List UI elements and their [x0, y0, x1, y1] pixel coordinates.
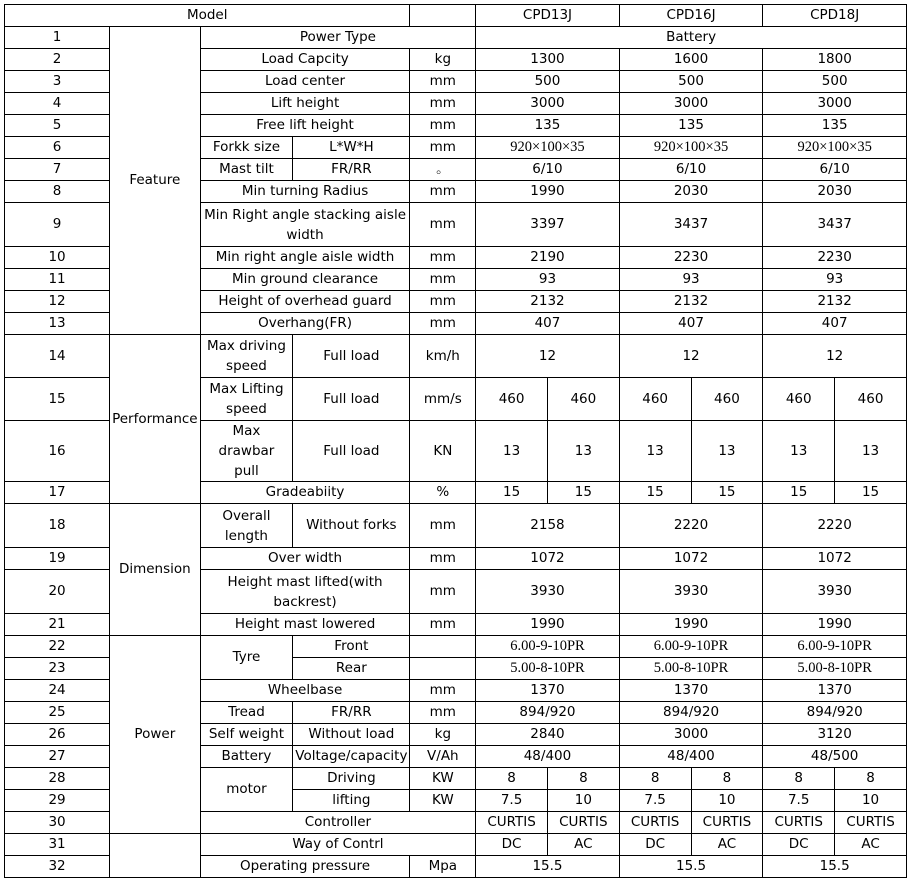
row-item: Gradeabiity — [200, 482, 410, 504]
row-unit: mm — [410, 247, 476, 269]
row-value: 1990 — [476, 181, 620, 203]
group-power: Power — [110, 636, 201, 834]
row-value: 48/400 — [619, 746, 763, 768]
row-number: 16 — [5, 421, 110, 482]
row-number: 18 — [5, 504, 110, 548]
row-value: 15.5 — [619, 856, 763, 878]
row-value: 1370 — [476, 680, 620, 702]
row-value: 1370 — [619, 680, 763, 702]
header-model-cpd16j: CPD16J — [619, 5, 763, 27]
row-number: 25 — [5, 702, 110, 724]
row-value: 12 — [476, 335, 620, 378]
row-unit: kg — [410, 49, 476, 71]
row-value: DC — [763, 834, 835, 856]
row-value: 1990 — [476, 614, 620, 636]
row-value: 2840 — [476, 724, 620, 746]
row-item: Operating pressure — [200, 856, 410, 878]
row-value: 2230 — [619, 247, 763, 269]
row-number: 5 — [5, 115, 110, 137]
row-item: Over width — [200, 548, 410, 570]
row-item: Overhang(FR) — [200, 313, 410, 335]
row-item: Controller — [200, 812, 476, 834]
row-item: Height of overhead guard — [200, 291, 410, 313]
row-value: 12 — [763, 335, 907, 378]
row-item: Min right angle aisle width — [200, 247, 410, 269]
row-value: 6/10 — [763, 159, 907, 181]
row-item: Battery — [200, 746, 293, 768]
row-value: 3000 — [476, 93, 620, 115]
row-value: 3930 — [476, 570, 620, 614]
row-item: Power Type — [200, 27, 476, 49]
row-unit: mm — [410, 291, 476, 313]
row-item: Min turning Radius — [200, 181, 410, 203]
row-unit: 。 — [410, 159, 476, 181]
row-item-line-2: speed — [226, 401, 267, 417]
row-number: 31 — [5, 834, 110, 856]
row-value: 10 — [691, 790, 763, 812]
row-value: 7.5 — [763, 790, 835, 812]
row-unit: KW — [410, 790, 476, 812]
row-value: 7.5 — [476, 790, 548, 812]
row-number: 17 — [5, 482, 110, 504]
row-number: 19 — [5, 548, 110, 570]
row-item: Forkk size — [200, 137, 293, 159]
row-number: 23 — [5, 658, 110, 680]
row-value: 8 — [476, 768, 548, 790]
row-value: 2132 — [763, 291, 907, 313]
row-value: 6/10 — [619, 159, 763, 181]
row-number: 22 — [5, 636, 110, 658]
row-value: 3120 — [763, 724, 907, 746]
row-value: 407 — [619, 313, 763, 335]
row-value: 2132 — [476, 291, 620, 313]
row-value: 3000 — [619, 724, 763, 746]
row-value: Battery — [476, 27, 907, 49]
row-number: 32 — [5, 856, 110, 878]
row-item-line-2: length — [224, 527, 268, 544]
row-unit: mm — [410, 548, 476, 570]
row-sub: L*W*H — [293, 137, 410, 159]
row-value: 460 — [547, 378, 619, 421]
row-value: 3437 — [619, 203, 763, 247]
row-value: 12 — [619, 335, 763, 378]
row-value: 15 — [547, 482, 619, 504]
row-value: CURTIS — [763, 812, 835, 834]
row-value: 3397 — [476, 203, 620, 247]
row-number: 12 — [5, 291, 110, 313]
row-item-line-2: backrest) — [273, 593, 337, 610]
row-sub: Front — [293, 636, 410, 658]
table-row — [5, 335, 907, 378]
row-number: 11 — [5, 269, 110, 291]
row-value: 460 — [835, 378, 907, 421]
row-value: 1300 — [476, 49, 620, 71]
row-value: 2030 — [763, 181, 907, 203]
row-value: 8 — [835, 768, 907, 790]
row-number: 29 — [5, 790, 110, 812]
row-item — [200, 378, 293, 421]
row-number: 27 — [5, 746, 110, 768]
row-value: 13 — [835, 421, 907, 482]
row-unit: % — [410, 482, 476, 504]
row-unit — [410, 636, 476, 658]
row-value: CURTIS — [476, 812, 548, 834]
row-value: 460 — [763, 378, 835, 421]
row-item: Mast tilt — [200, 159, 293, 181]
row-item: Tyre — [200, 636, 293, 680]
row-item — [200, 335, 293, 378]
row-value: 15 — [476, 482, 548, 504]
row-number: 30 — [5, 812, 110, 834]
row-value: 1072 — [476, 548, 620, 570]
row-value: 93 — [763, 269, 907, 291]
row-item-line-2: pull — [234, 463, 259, 479]
table-row — [5, 636, 907, 658]
row-number: 1 — [5, 27, 110, 49]
row-unit — [410, 658, 476, 680]
row-unit: mm — [410, 71, 476, 93]
row-item: Height mast lowered — [200, 614, 410, 636]
row-value: 10 — [547, 790, 619, 812]
row-value: 8 — [763, 768, 835, 790]
group-dimension: Dimension — [110, 504, 201, 636]
row-value: 2220 — [619, 504, 763, 548]
row-unit: mm/s — [410, 378, 476, 421]
row-number: 4 — [5, 93, 110, 115]
row-value: 15 — [619, 482, 691, 504]
row-value: 3437 — [763, 203, 907, 247]
row-number: 10 — [5, 247, 110, 269]
row-number: 20 — [5, 570, 110, 614]
row-item-line-1: Max drawbar — [218, 423, 275, 459]
row-sub: Without forks — [293, 504, 410, 548]
row-value: 135 — [619, 115, 763, 137]
row-unit: mm — [410, 137, 476, 159]
row-number: 9 — [5, 203, 110, 247]
row-value: 48/500 — [763, 746, 907, 768]
row-item — [200, 570, 410, 614]
row-number: 21 — [5, 614, 110, 636]
row-value: 1600 — [619, 49, 763, 71]
row-sub: Driving — [293, 768, 410, 790]
row-value: AC — [835, 834, 907, 856]
row-number: 28 — [5, 768, 110, 790]
row-item: Wheelbase — [200, 680, 410, 702]
row-sub: Without load — [293, 724, 410, 746]
row-value: 460 — [476, 378, 548, 421]
row-value: 407 — [476, 313, 620, 335]
header-model-cpd13j: CPD13J — [476, 5, 620, 27]
row-item: Tread — [200, 702, 293, 724]
row-unit: mm — [410, 93, 476, 115]
row-unit: mm — [410, 115, 476, 137]
row-value: 920×100×35 — [476, 137, 620, 159]
row-item: Load Capcity — [200, 49, 410, 71]
group-performance: Performance — [110, 335, 201, 504]
row-value: 894/920 — [763, 702, 907, 724]
row-value: 6/10 — [476, 159, 620, 181]
row-value: 500 — [763, 71, 907, 93]
header-model: Model — [5, 5, 410, 27]
row-value: 93 — [476, 269, 620, 291]
table-row — [5, 504, 907, 548]
row-value: 15.5 — [763, 856, 907, 878]
row-value: 5.00-8-10PR — [763, 658, 907, 680]
row-sub: Voltage/capacity — [293, 746, 410, 768]
row-value: 3930 — [619, 570, 763, 614]
row-number: 15 — [5, 378, 110, 421]
row-value: 2132 — [619, 291, 763, 313]
row-item-line-2: speed — [226, 358, 267, 374]
row-value: 1370 — [763, 680, 907, 702]
row-value: 13 — [547, 421, 619, 482]
row-number: 8 — [5, 181, 110, 203]
row-item-line-2: width — [286, 226, 324, 243]
row-value: 3930 — [763, 570, 907, 614]
row-value: 5.00-8-10PR — [619, 658, 763, 680]
row-value: 15.5 — [476, 856, 620, 878]
row-item-line-1: Max Lifting — [209, 381, 284, 397]
row-value: 1072 — [619, 548, 763, 570]
row-sub: FR/RR — [293, 159, 410, 181]
row-unit: mm — [410, 203, 476, 247]
row-value: 5.00-8-10PR — [476, 658, 620, 680]
row-value: 93 — [619, 269, 763, 291]
table-row — [5, 834, 907, 856]
row-value: AC — [547, 834, 619, 856]
row-item: Free lift height — [200, 115, 410, 137]
row-item: Min ground clearance — [200, 269, 410, 291]
row-item: Lift height — [200, 93, 410, 115]
row-value: 13 — [476, 421, 548, 482]
row-value: 460 — [619, 378, 691, 421]
row-unit: mm — [410, 614, 476, 636]
row-value: 920×100×35 — [619, 137, 763, 159]
row-value: 2030 — [619, 181, 763, 203]
row-value: 6.00-9-10PR — [763, 636, 907, 658]
row-value: 407 — [763, 313, 907, 335]
row-value: 920×100×35 — [763, 137, 907, 159]
row-sub: Rear — [293, 658, 410, 680]
row-unit: km/h — [410, 335, 476, 378]
row-value: 8 — [619, 768, 691, 790]
row-value: 13 — [691, 421, 763, 482]
row-number: 13 — [5, 313, 110, 335]
row-value: 2158 — [476, 504, 620, 548]
row-value: 15 — [835, 482, 907, 504]
row-unit: mm — [410, 702, 476, 724]
row-item: Way of Contrl — [200, 834, 476, 856]
row-item-line-1: Height mast lifted(with — [227, 573, 383, 590]
row-item: Self weight — [200, 724, 293, 746]
row-value: DC — [619, 834, 691, 856]
row-unit: mm — [410, 313, 476, 335]
row-value: 500 — [619, 71, 763, 93]
table-row — [5, 27, 907, 49]
row-unit: mm — [410, 181, 476, 203]
row-sub: Full load — [293, 421, 410, 482]
row-number: 26 — [5, 724, 110, 746]
row-unit: KW — [410, 768, 476, 790]
row-unit: mm — [410, 504, 476, 548]
row-unit: Mpa — [410, 856, 476, 878]
row-value: 6.00-9-10PR — [476, 636, 620, 658]
row-unit: kg — [410, 724, 476, 746]
row-value: 3000 — [763, 93, 907, 115]
row-value: 7.5 — [619, 790, 691, 812]
row-value: 2230 — [763, 247, 907, 269]
row-value: 15 — [691, 482, 763, 504]
row-number: 7 — [5, 159, 110, 181]
row-item-line-1: Max driving — [206, 338, 286, 354]
row-value: CURTIS — [619, 812, 691, 834]
row-sub: Full load — [293, 378, 410, 421]
row-value: 8 — [547, 768, 619, 790]
row-value: 135 — [476, 115, 620, 137]
row-sub: FR/RR — [293, 702, 410, 724]
row-number: 6 — [5, 137, 110, 159]
row-number: 3 — [5, 71, 110, 93]
row-item: Load center — [200, 71, 410, 93]
row-item — [200, 203, 410, 247]
row-value: CURTIS — [547, 812, 619, 834]
row-value: 15 — [763, 482, 835, 504]
row-value: 135 — [763, 115, 907, 137]
row-unit: KN — [410, 421, 476, 482]
row-value: DC — [476, 834, 548, 856]
row-value: 1800 — [763, 49, 907, 71]
row-number: 14 — [5, 335, 110, 378]
row-value: AC — [691, 834, 763, 856]
row-sub: lifting — [293, 790, 410, 812]
row-value: 13 — [763, 421, 835, 482]
row-value: 8 — [691, 768, 763, 790]
row-item: motor — [200, 768, 293, 812]
row-item-line-1: Overall — [222, 507, 271, 524]
header-unit — [410, 5, 476, 27]
row-value: 2190 — [476, 247, 620, 269]
row-value: 48/400 — [476, 746, 620, 768]
row-value: 894/920 — [619, 702, 763, 724]
row-unit: V/Ah — [410, 746, 476, 768]
group-empty — [110, 834, 201, 878]
row-value: 2220 — [763, 504, 907, 548]
row-number: 24 — [5, 680, 110, 702]
row-unit: mm — [410, 680, 476, 702]
row-value: 3000 — [619, 93, 763, 115]
row-item — [200, 421, 293, 482]
row-unit: mm — [410, 570, 476, 614]
row-sub: Full load — [293, 335, 410, 378]
group-feature: Feature — [110, 27, 201, 335]
row-value: 894/920 — [476, 702, 620, 724]
header-row — [5, 5, 907, 27]
row-item — [200, 504, 293, 548]
row-number: 2 — [5, 49, 110, 71]
spec-table — [4, 4, 907, 878]
row-value: CURTIS — [835, 812, 907, 834]
header-model-cpd18j: CPD18J — [763, 5, 907, 27]
row-unit: mm — [410, 269, 476, 291]
row-value: 13 — [619, 421, 691, 482]
row-value: 1990 — [763, 614, 907, 636]
row-value: 1990 — [619, 614, 763, 636]
row-value: 10 — [835, 790, 907, 812]
row-value: 6.00-9-10PR — [619, 636, 763, 658]
row-value: 1072 — [763, 548, 907, 570]
row-value: 460 — [691, 378, 763, 421]
row-item-line-1: Min Right angle stacking aisle — [204, 206, 407, 223]
row-value: 500 — [476, 71, 620, 93]
row-value: CURTIS — [691, 812, 763, 834]
